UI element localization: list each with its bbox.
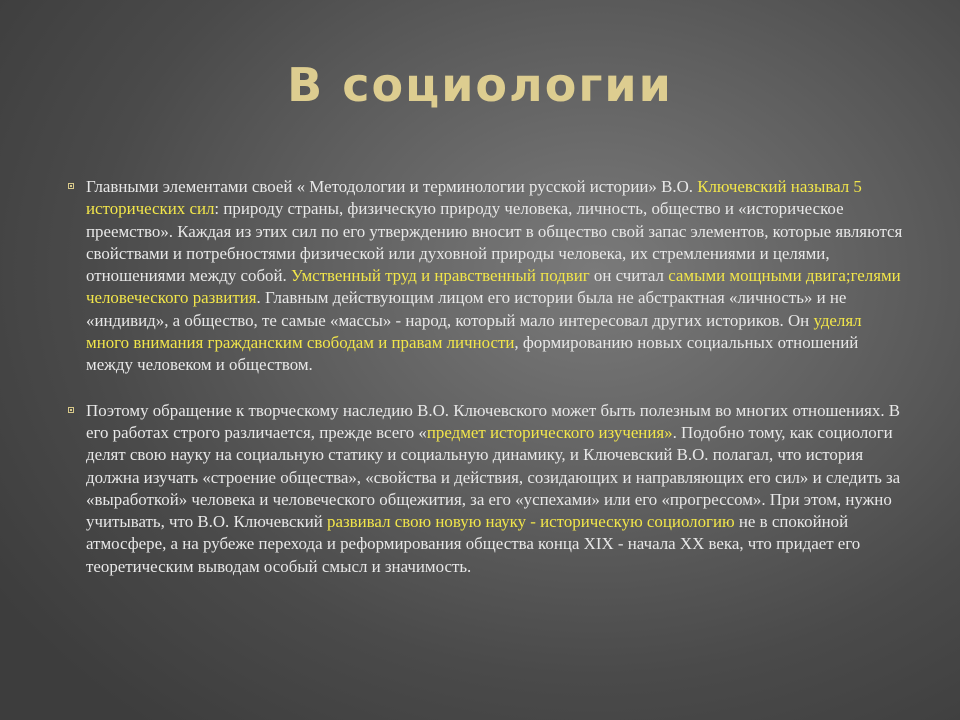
para-seg: Поэтому обращение к творческому наследию В.О. Ключевского может быть полезным во многих отношениях. В его работах строго различается, прежде всего « — [86, 400, 901, 442]
bullet-paragraph — [68, 176, 904, 377]
bullet-icon — [68, 407, 74, 413]
para-seg: , формированию новых социальных отношений между человеком и обществом. — [86, 333, 859, 375]
para-highlight: Ключевский называл 5 исторических сил — [86, 177, 862, 219]
para-seg: не в спокойной атмосфере, а на рубеже перехода и реформирования общества конца XIX - начала XX века, что придает его теоретическим выводам особый смысл и значимость. — [86, 512, 861, 576]
para-highlight: уделял много внимания гражданским свободам и правам личности — [86, 310, 862, 353]
para-highlight: Умственный труд и нравственный подвиг — [290, 266, 590, 286]
para-highlight: развивал свою новую науку - историческую социологию — [327, 512, 735, 532]
para-seg: Главными элементами своей « Методологии и терминологии русской истории» В.О. — [86, 177, 698, 196]
para-seg: он считал — [589, 266, 669, 286]
slide-content — [68, 176, 904, 578]
bullet-icon — [68, 183, 74, 189]
para-seg: . Подобно тому, как социологи делят свою науку на социальную статику и социальную динамику, и Ключевский В.О. полагал, что история должна изучать «строение общества», «свойства и действия, созидающих и направляющих его сил» и следить за «выработкой» человека и человеческого общежития, за его «успехами» или его «прогрессом». При этом, нужно учитывать, что В.О. Ключевский — [86, 422, 901, 532]
para-seg: . Главным действующим лицом его истории была не абстрактная «личность» и не «индивид», а общество, те самые «массы» - народ, который мало интересовал других историков. Он — [86, 288, 847, 330]
para-seg: : природу страны, физическую природу человека, личность, общество и «историческое преемство». Каждая из этих сил по его утверждению вносит в общество свой запас элементов, которые являются свойствами и потребностями физической или духовной природы человека, их стремлениями и целями, отношениями между собой. — [86, 199, 903, 286]
para-highlight: самыми мощными двига;гелями человеческого развития — [86, 266, 901, 308]
para-highlight: предмет исторического изучения» — [426, 422, 673, 442]
slide-title: В социологии — [287, 58, 673, 112]
bullet-paragraph — [68, 400, 904, 578]
